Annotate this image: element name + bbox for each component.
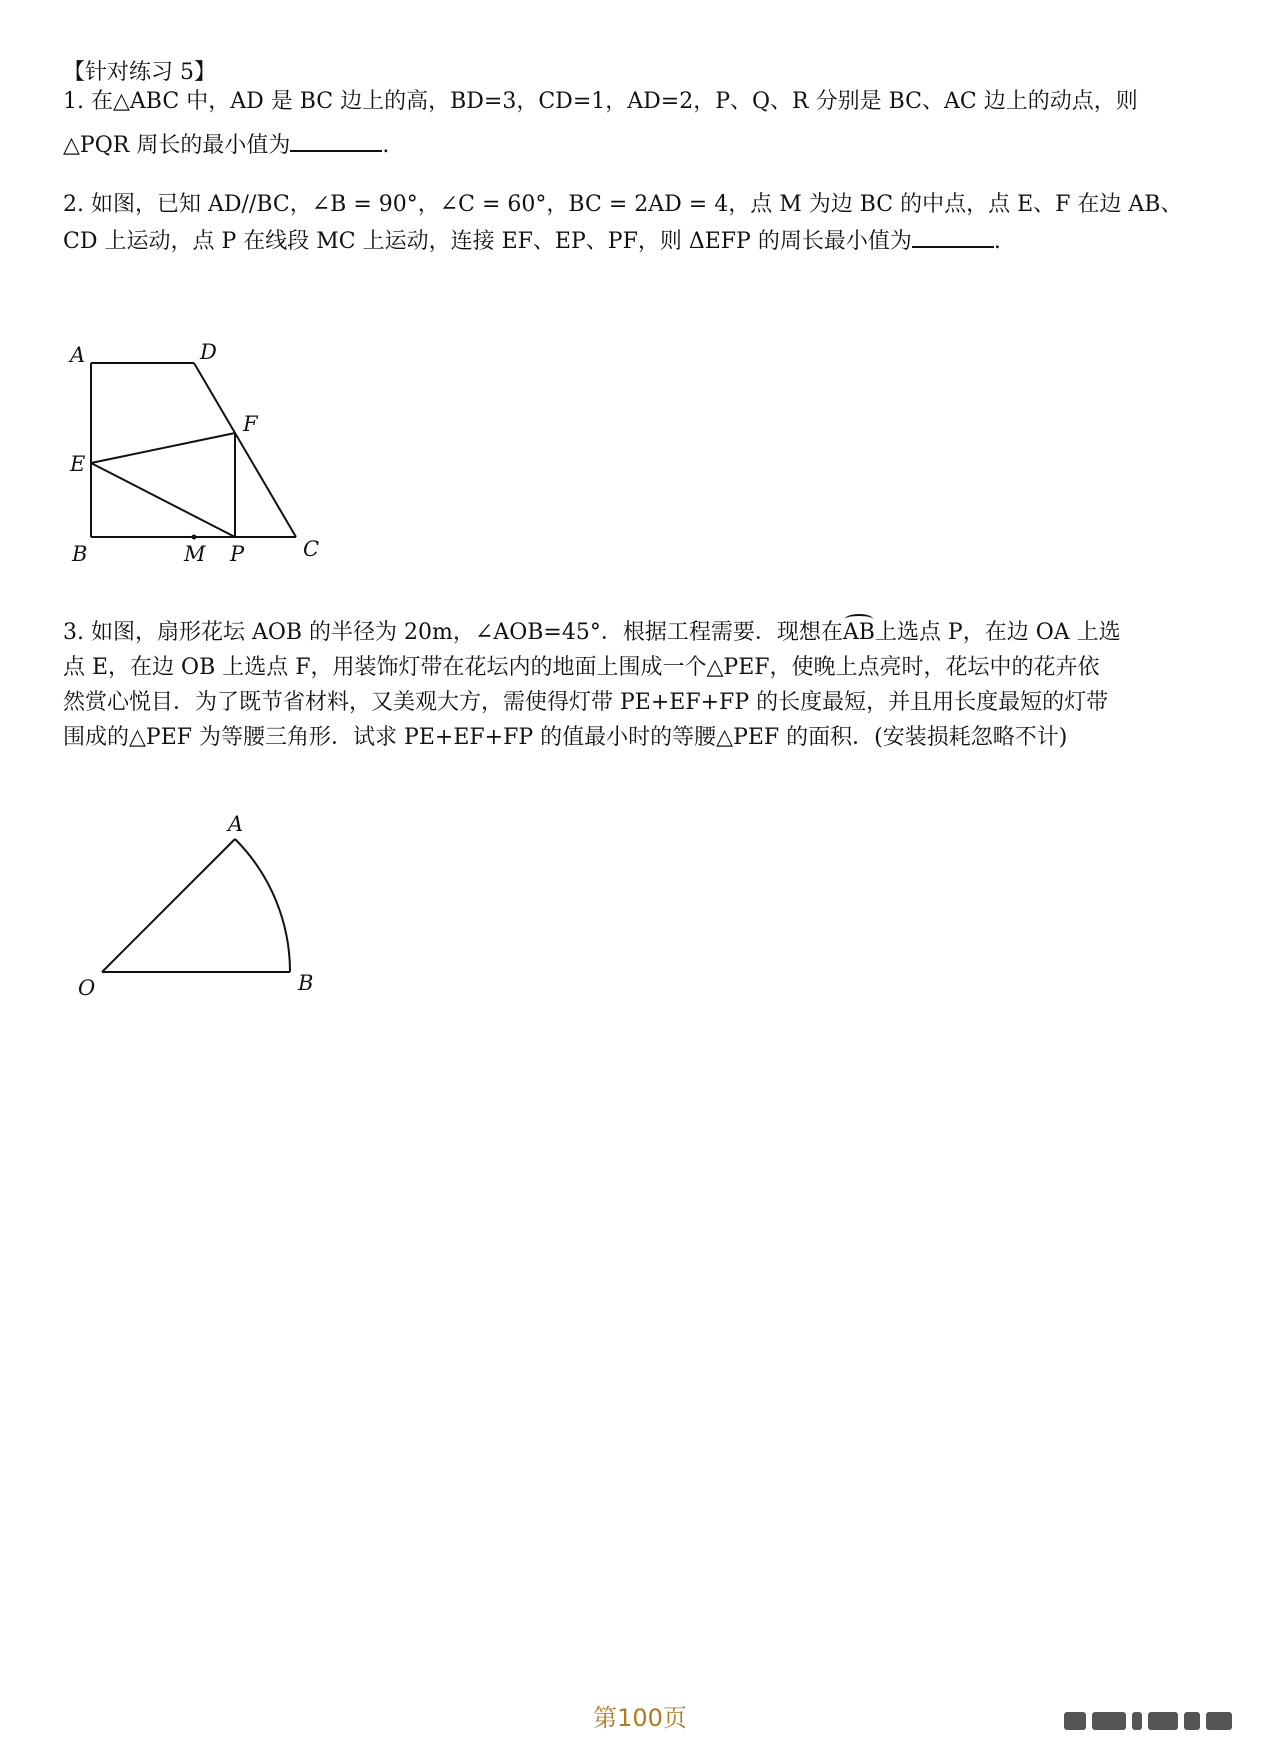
question-2-period: .: [993, 229, 1001, 254]
question-1-line-2: [63, 128, 389, 161]
question-3-line-3: 然赏心悦目．为了既节省材料，又美观大方，需使得灯带 PE+EF+FP 的长度最短，并且用长度最短的灯带: [63, 690, 1109, 715]
answer-blank-2: [912, 224, 994, 248]
label-c: C: [303, 537, 320, 561]
figure-sector: [60, 800, 360, 1010]
question-2-line-2: [63, 224, 1001, 257]
arc-ab-label: AB: [843, 618, 875, 648]
figure-trapezoid: [60, 330, 360, 590]
question-3-line-4: 围成的△PEF 为等腰三角形．试求 PE+EF+FP 的值最小时的等腰△PEF 的面积．(安装损耗忽略不计): [63, 725, 1068, 750]
label-o: O: [78, 976, 96, 1000]
question-3-line-2: 点 E，在边 OB 上选点 F，用装饰灯带在花坛内的地面上围成一个△PEF，使晚上点亮时，花坛中的花卉依: [63, 655, 1100, 680]
label-m: M: [184, 542, 206, 566]
question-3-line-1: [63, 618, 1121, 648]
watermark-logo: [1064, 1712, 1232, 1730]
label-a: A: [70, 343, 86, 367]
section-title: 【针对练习 5】: [63, 60, 216, 85]
arc-ab: [235, 839, 290, 972]
question-2-text: CD 上运动，点 P 在线段 MC 上运动，连接 EF、EP、PF，则 ΔEFP 的周长最小值为: [63, 229, 912, 254]
label-b: B: [298, 971, 314, 995]
question-2-line-1: 2. 如图，已知 AD//BC，∠B = 90°，∠C = 60°，BC = 2AD = 4，点 M 为边 BC 的中点，点 E、F 在边 AB、: [63, 192, 1183, 217]
label-f: F: [243, 412, 258, 436]
question-3-text-b: 上选点 P，在边 OA 上选: [874, 620, 1121, 645]
segment-dc: [194, 363, 296, 537]
point-m-dot: [192, 535, 197, 540]
page-number: 第100页: [593, 1704, 687, 1732]
question-1-line-1: 1. 在△ABC 中，AD 是 BC 边上的高，BD=3，CD=1，AD=2，P、Q、R 分别是 BC、AC 边上的动点，则: [63, 89, 1138, 114]
question-1-text: △PQR 周长的最小值为: [63, 133, 291, 158]
segment-ef: [91, 433, 235, 463]
label-e: E: [70, 452, 86, 476]
segment-ep: [91, 463, 235, 537]
question-3-text-a: 3. 如图，扇形花坛 AOB 的半径为 20m，∠AOB=45°．根据工程需要．现想在: [63, 620, 843, 645]
answer-blank-1: [290, 128, 382, 152]
question-1-period: .: [382, 133, 390, 158]
label-b: B: [72, 542, 88, 566]
label-p: P: [230, 542, 245, 566]
segment-oa: [102, 839, 235, 972]
label-a: A: [228, 812, 244, 836]
label-d: D: [200, 340, 217, 364]
